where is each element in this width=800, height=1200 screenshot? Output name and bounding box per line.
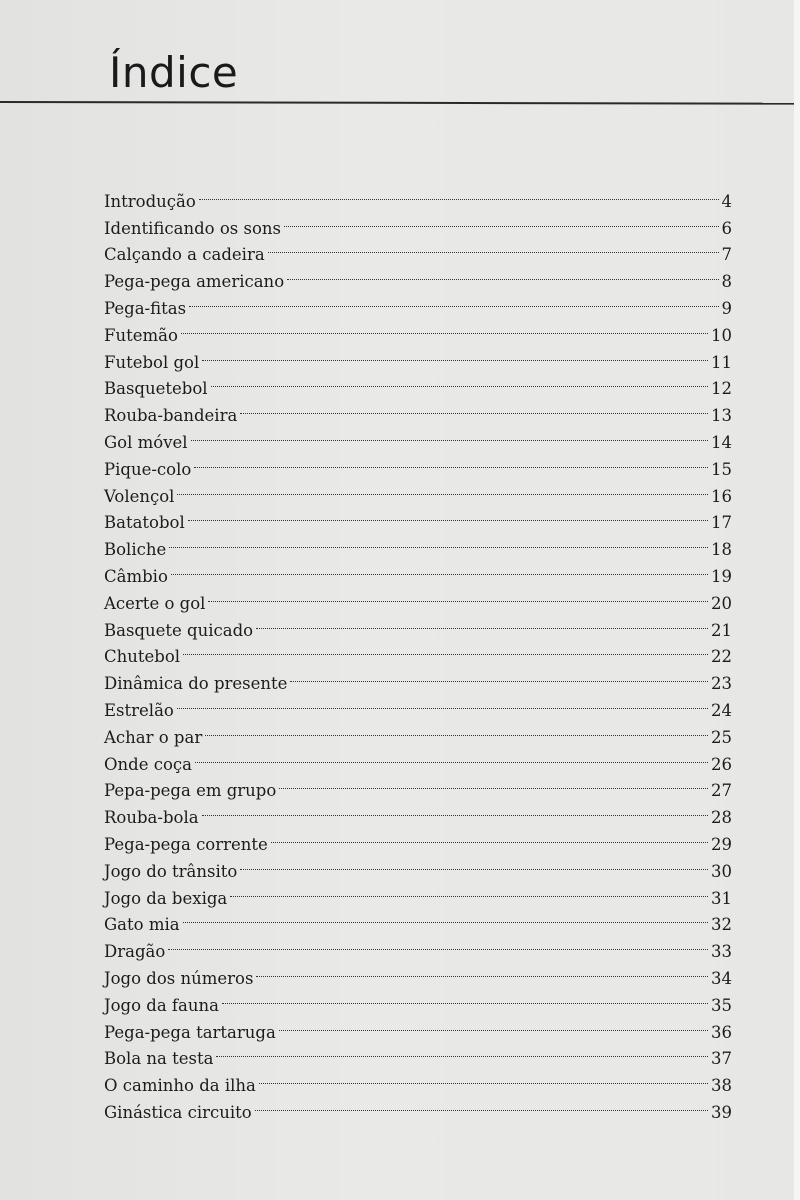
dot-leader	[271, 823, 708, 850]
toc-entry-title: Futebol gol	[104, 352, 200, 372]
toc-entry-title: Gato mia	[104, 915, 180, 935]
toc-entry-title: Calçando a cadeira	[104, 245, 265, 265]
toc-entry-title: Identificando os sons	[104, 218, 281, 238]
toc-entry-page-number: 33	[711, 942, 732, 962]
toc-entry-page-number: 20	[711, 593, 732, 613]
dot-leader	[195, 743, 708, 770]
dot-leader	[268, 234, 719, 261]
dot-leader	[240, 394, 708, 421]
toc-entry-title: Rouba-bandeira	[104, 406, 238, 426]
dot-leader	[240, 850, 708, 877]
toc-entry	[104, 180, 732, 211]
toc-entry-title: Pega-pega tartaruga	[104, 1022, 276, 1042]
toc-entry-page-number: 11	[711, 352, 732, 372]
toc-entry-page-number: 4	[721, 191, 732, 211]
toc-entry-page-number: 14	[711, 432, 732, 452]
toc-entry	[104, 636, 732, 667]
toc-entry-title: Pique-colo	[104, 459, 192, 479]
toc-entry-title: Gol móvel	[104, 432, 188, 452]
dot-leader	[183, 636, 708, 663]
toc-entry	[104, 448, 732, 479]
table-of-contents	[104, 180, 732, 1122]
toc-entry-title: Boliche	[104, 540, 167, 560]
dot-leader	[183, 904, 708, 931]
dot-leader	[188, 502, 708, 529]
toc-entry-title: Basquetebol	[104, 379, 208, 399]
title-divider	[0, 101, 794, 105]
toc-entry-title: Câmbio	[104, 566, 168, 586]
toc-entry-title: Achar o par	[104, 727, 203, 747]
toc-entry	[104, 582, 732, 613]
toc-entry	[104, 716, 732, 747]
toc-entry-page-number: 16	[711, 486, 732, 506]
dot-leader	[171, 555, 708, 582]
toc-entry-page-number: 39	[711, 1102, 732, 1122]
toc-entry-page-number: 19	[711, 566, 732, 586]
toc-entry	[104, 341, 732, 372]
toc-entry-page-number: 35	[711, 995, 732, 1015]
toc-entry-page-number: 8	[721, 272, 732, 292]
toc-entry-page-number: 24	[711, 700, 732, 720]
toc-entry	[104, 957, 732, 988]
toc-entry-page-number: 27	[711, 781, 732, 801]
dot-leader	[211, 368, 708, 395]
toc-entry-title: Jogo do trânsito	[104, 861, 238, 881]
toc-entry	[104, 904, 732, 935]
toc-entry-page-number: 37	[711, 1049, 732, 1069]
toc-entry-page-number: 6	[721, 218, 732, 238]
toc-entry-page-number: 32	[711, 915, 732, 935]
toc-entry-title: Rouba-bola	[104, 808, 199, 828]
toc-entry-page-number: 36	[711, 1022, 732, 1042]
toc-entry	[104, 287, 732, 318]
dot-leader	[202, 341, 708, 368]
toc-entry-title: Basquete quicado	[104, 620, 254, 640]
dot-leader	[168, 930, 708, 957]
toc-entry-title: Acerte o gol	[104, 593, 206, 613]
toc-entry	[104, 475, 732, 506]
toc-entry-title: Dragão	[104, 942, 166, 962]
dot-leader	[205, 716, 708, 743]
toc-entry-title: Futemão	[104, 325, 178, 345]
toc-entry-page-number: 23	[711, 674, 732, 694]
toc-entry	[104, 421, 732, 452]
dot-leader	[216, 1038, 708, 1065]
dot-leader	[177, 689, 708, 716]
toc-entry-title: Bola na testa	[104, 1049, 214, 1069]
dot-leader	[181, 314, 708, 341]
dot-leader	[222, 984, 708, 1011]
toc-entry-title: Pega-fitas	[104, 298, 187, 318]
toc-entry-page-number: 25	[711, 727, 732, 747]
dot-leader	[177, 475, 708, 502]
toc-entry	[104, 314, 732, 345]
toc-entry-title: Chutebol	[104, 647, 181, 667]
toc-entry-page-number: 21	[711, 620, 732, 640]
toc-entry-title: Jogo da bexiga	[104, 888, 228, 908]
toc-entry	[104, 689, 732, 720]
toc-entry-title: Batatobol	[104, 513, 185, 533]
toc-entry-title: Pega-pega corrente	[104, 834, 268, 854]
dot-leader	[202, 796, 708, 823]
toc-entry-title: Estrelão	[104, 700, 174, 720]
page-title: Índice	[109, 48, 239, 97]
toc-entry	[104, 502, 732, 533]
toc-entry	[104, 555, 732, 586]
toc-entry-page-number: 9	[721, 298, 732, 318]
toc-entry-page-number: 31	[711, 888, 732, 908]
toc-entry-title: O caminho da ilha	[104, 1076, 256, 1096]
toc-entry-title: Dinâmica do presente	[104, 674, 288, 694]
toc-entry	[104, 662, 732, 694]
toc-entry-page-number: 7	[721, 245, 732, 265]
toc-entry-page-number: 26	[711, 754, 732, 774]
toc-entry-title: Pega-pega americano	[104, 272, 285, 292]
dot-leader	[230, 877, 708, 904]
toc-entry-page-number: 13	[711, 406, 732, 426]
dot-leader	[255, 1091, 708, 1118]
dot-leader	[259, 1064, 708, 1091]
toc-entry	[104, 743, 732, 774]
dot-leader	[256, 609, 708, 636]
dot-leader	[199, 180, 719, 207]
toc-entry-title: Introdução	[104, 191, 196, 211]
toc-entry	[104, 930, 732, 962]
dot-leader	[189, 287, 718, 314]
toc-entry	[104, 207, 732, 238]
dot-leader	[279, 1011, 708, 1038]
dot-leader	[208, 582, 708, 609]
toc-entry	[104, 770, 732, 801]
toc-entry-title: Ginástica circuito	[104, 1102, 252, 1122]
toc-entry-page-number: 28	[711, 808, 732, 828]
dot-leader	[287, 260, 718, 287]
toc-entry-title: Pepa-pega em grupo	[104, 781, 277, 801]
toc-entry-page-number: 10	[711, 325, 732, 345]
dot-leader	[290, 662, 708, 689]
toc-entry-page-number: 29	[711, 834, 732, 854]
toc-entry-page-number: 30	[711, 861, 732, 881]
dot-leader	[256, 957, 708, 984]
toc-entry-page-number: 15	[711, 459, 732, 479]
toc-entry-title: Volençol	[104, 486, 175, 506]
dot-leader	[284, 207, 719, 234]
dot-leader	[279, 770, 708, 797]
toc-entry-page-number: 12	[711, 379, 732, 399]
toc-entry-page-number: 18	[711, 540, 732, 560]
toc-entry-page-number: 34	[711, 968, 732, 988]
toc-entry-page-number: 38	[711, 1076, 732, 1096]
toc-entry-title: Jogo dos números	[104, 968, 254, 988]
dot-leader	[191, 421, 708, 448]
dot-leader	[194, 448, 708, 475]
page-edge	[794, 0, 800, 1200]
dot-leader	[169, 528, 708, 555]
toc-entry-page-number: 22	[711, 647, 732, 667]
toc-entry-title: Jogo da fauna	[104, 995, 219, 1015]
toc-entry	[104, 528, 732, 560]
toc-entry-title: Onde coça	[104, 754, 192, 774]
toc-entry-page-number: 17	[711, 513, 732, 533]
